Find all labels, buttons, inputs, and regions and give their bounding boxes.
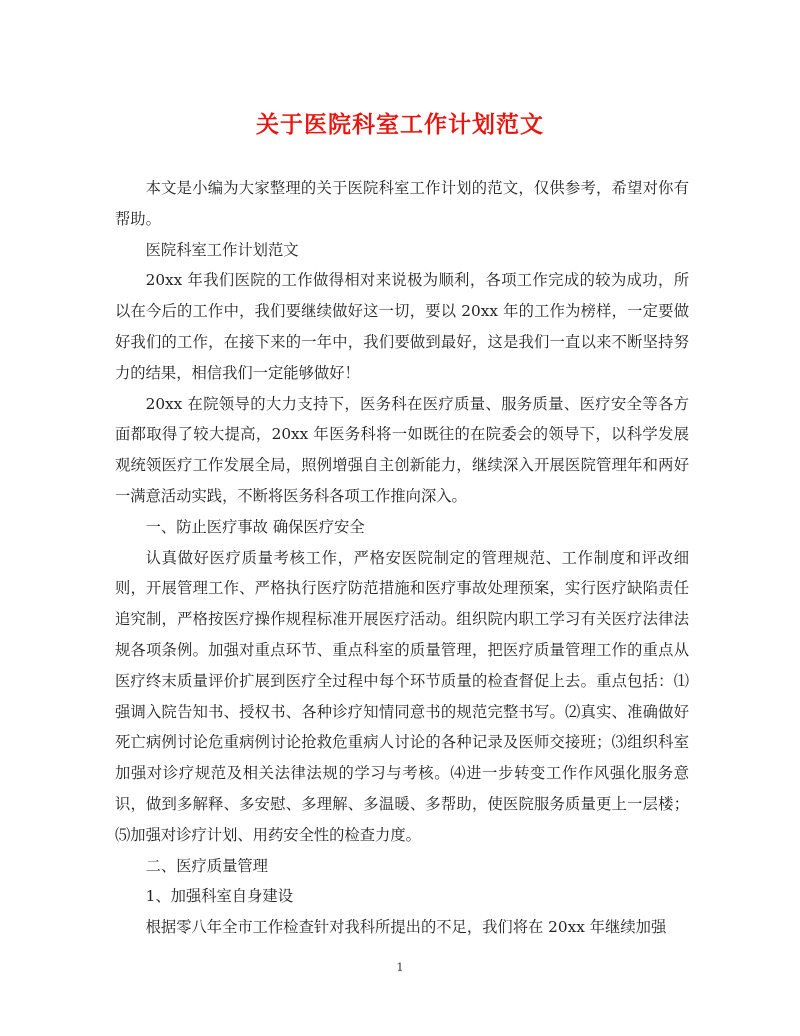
intro-paragraph: 本文是小编为大家整理的关于医院科室工作计划的范文，仅供参考，希望对你有帮助。 [115, 179, 689, 228]
body-paragraph: 20xx 在院领导的大力支持下，医务科在医疗质量、服务质量、医疗安全等各方面都取得了较大提高，20xx 年医务科将一如既往的在院委会的领导下，以科学发展观统领医疗工作发展全局，照例增强自主创新能力，继续深入开展医院管理年和两好一满意活动实践，不断将医务科各项工作推向深入。 [115, 394, 689, 505]
body-paragraph: 根据零八年全市工作检查针对我科所提出的不足，我们将在 20xx 年继续加强 [145, 918, 667, 937]
body-paragraph: 20xx 年我们医院的工作做得相对来说极为顺利，各项工作完成的较为成功，所以在今后的工作中，我们要继续做好这一切，要以 20xx 年的工作为榜样，一定要做好我们的工作，在接下来的一年中，我们要做到最好，这是我们一直以来不断坚持努力的结果，相信我们一定能够做好！ [115, 271, 689, 382]
subsection-heading: 1、加强科室自身建设 [145, 887, 293, 906]
subtitle-paragraph: 医院科室工作计划范文 [145, 240, 299, 259]
body-paragraph: 认真做好医疗质量考核工作，严格安医院制定的管理规范、工作制度和评改细则，开展管理工作、严格执行医疗防范措施和医疗事故处理预案，实行医疗缺陷责任追究制，严格按医疗操作规程标准开展医疗活动。组织院内职工学习有关医疗法律法规各项条例。加强对重点环节、重点科室的质量管理，把医疗质量管理工作的重点从医疗终末质量评价扩展到医疗全过程中每个环节质量的检查督促上去。重点包括：⑴强调入院告知书、授权书、各种诊疗知情同意书的规范完整书写。⑵真实、准确做好死亡病例讨论危重病例讨论抢救危重病人讨论的各种记录及医师交接班；⑶组织科室加强对诊疗规范及相关法律法规的学习与考核。⑷进一步转变工作作风强化服务意识，做到多解释、多安慰、多理解、多温暖、多帮助，使医院服务质量更上一层楼；⑸加强对诊疗计划、用药安全性的检查力度。 [115, 548, 689, 844]
document-body [115, 173, 689, 943]
document-title: 关于医院科室工作计划范文 [256, 111, 544, 138]
page-number: 1 [396, 961, 404, 974]
section-heading: 一、防止医疗事故 确保医疗安全 [145, 517, 365, 536]
section-heading: 二、医疗质量管理 [145, 856, 268, 875]
